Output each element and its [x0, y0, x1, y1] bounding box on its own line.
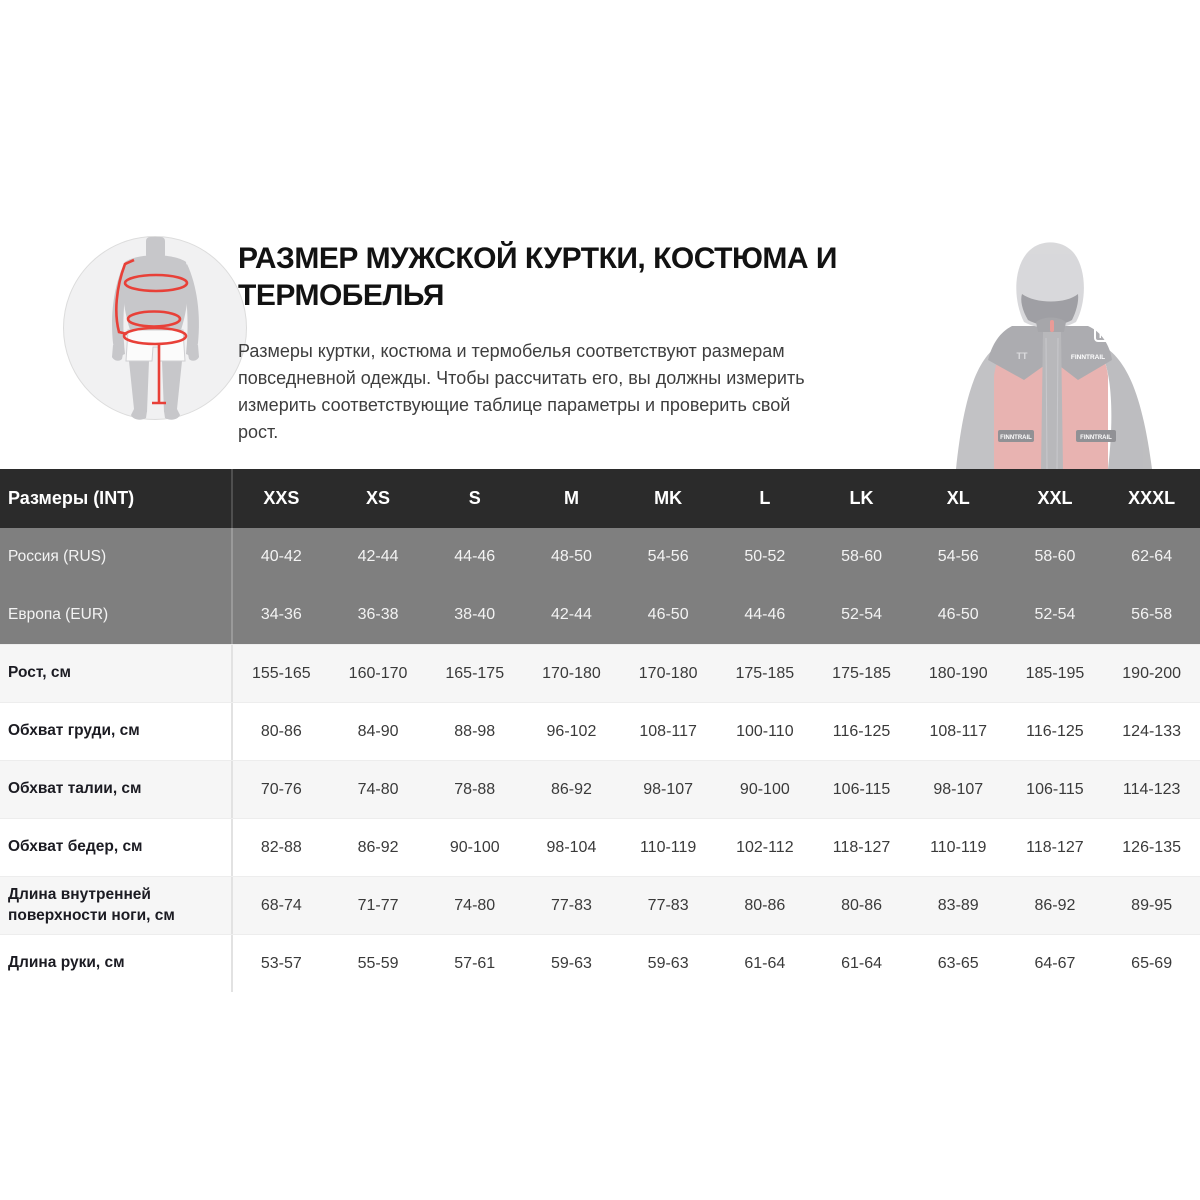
size-cell: 58-60 [841, 548, 882, 565]
size-cell: 71-77 [357, 896, 399, 914]
size-cell: 160-170 [348, 664, 408, 682]
size-cell: 50-52 [744, 548, 786, 565]
row-label: Рост, см [0, 645, 233, 702]
size-cell: 124-133 [1122, 722, 1181, 740]
size-cell: 116-125 [832, 722, 891, 740]
size-cell: 44-46 [454, 548, 496, 565]
size-cell: XXXL [1128, 488, 1176, 508]
row-label: Россия (RUS) [0, 528, 233, 586]
size-cell: 38-40 [454, 606, 496, 623]
size-cell: 59-63 [550, 954, 592, 972]
table-row [0, 818, 1200, 876]
size-cell: 155-165 [251, 664, 311, 682]
size-cell: 100-110 [736, 722, 794, 740]
row-label: Обхват груди, см [0, 703, 233, 760]
size-cell: 90-100 [739, 780, 790, 798]
size-cell: 36-38 [357, 606, 399, 623]
size-cell: 61-64 [841, 954, 882, 972]
size-cell: 46-50 [647, 606, 689, 623]
table-header-row [0, 469, 1200, 528]
size-cell: 175-185 [832, 664, 891, 682]
size-cell: 46-50 [937, 606, 979, 623]
size-cell: 74-80 [454, 896, 496, 914]
table-row [0, 760, 1200, 818]
jacket-pocket-brand-left: FINNTRAIL [1000, 435, 1032, 441]
size-cell: 78-88 [454, 780, 496, 798]
size-cell: 77-83 [647, 896, 689, 914]
table-row [0, 934, 1200, 992]
text-line: Размеры куртки, костюма и термобелья соответствуют размерам [238, 341, 785, 361]
size-cell: XS [366, 488, 391, 508]
size-cell: 40-42 [260, 548, 302, 565]
body-measurement-icon [62, 233, 248, 423]
size-cell: 56-58 [1131, 606, 1173, 623]
size-cell: 52-54 [1034, 606, 1076, 623]
size-cell: 102-112 [736, 838, 794, 856]
size-cell: 88-98 [454, 722, 496, 740]
size-cell: 165-175 [445, 664, 505, 682]
size-cell: 55-59 [357, 954, 399, 972]
size-cell: 54-56 [647, 548, 689, 565]
size-cell: 175-185 [735, 664, 795, 682]
text-line: измерить соответствующие таблице параметры и проверить свой [238, 395, 791, 415]
size-cell: 98-107 [643, 780, 694, 798]
size-cell: 42-44 [357, 548, 399, 565]
size-cell: 170-180 [542, 664, 601, 682]
size-cell: 110-119 [639, 838, 697, 856]
size-cell: 34-36 [260, 606, 302, 623]
size-cell: 84-90 [357, 722, 399, 740]
text-line: рост. [238, 422, 279, 442]
jacket-logo-letter: R [1098, 330, 1107, 341]
size-cell: 74-80 [357, 780, 399, 798]
size-cell: 80-86 [260, 722, 302, 740]
size-cell: 82-88 [260, 838, 302, 856]
size-cell: 48-50 [550, 548, 592, 565]
size-cell: XXL [1037, 488, 1073, 508]
size-cell: 86-92 [550, 780, 592, 798]
row-label: Европа (EUR) [0, 586, 233, 644]
size-cell: 106-115 [1026, 780, 1084, 798]
size-cell: 90-100 [449, 838, 500, 856]
table-row [0, 876, 1200, 934]
jacket-pocket-brand-right: FINNTRAIL [1080, 435, 1112, 441]
size-table [0, 469, 1200, 992]
size-cell: XXS [263, 488, 300, 508]
size-cell: 118-127 [832, 838, 891, 856]
size-cell: 106-115 [832, 780, 891, 798]
row-label: Обхват бедер, см [0, 819, 233, 876]
size-cell: 59-63 [647, 954, 689, 972]
row-label: Длина внутренней поверхности ноги, см [0, 877, 233, 934]
size-cell: 42-44 [550, 606, 592, 623]
size-cell: 44-46 [744, 606, 786, 623]
size-cell: 114-123 [1122, 780, 1181, 798]
size-cell: 62-64 [1131, 548, 1173, 565]
size-cell: 83-89 [937, 896, 979, 914]
size-cell: M [563, 488, 579, 508]
text-line: повседневной одежды. Чтобы рассчитать его, вы должны измерить [238, 368, 805, 388]
size-cell: L [759, 488, 771, 508]
size-cell: 61-64 [744, 954, 786, 972]
size-cell: 80-86 [841, 896, 882, 914]
size-cell: 54-56 [937, 548, 979, 565]
table-row [0, 528, 1200, 586]
size-cell: 65-69 [1131, 954, 1173, 972]
size-cell: S [468, 488, 481, 508]
size-cell: 58-60 [1034, 548, 1076, 565]
text-line: ТЕРМОБЕЛЬЯ [238, 279, 444, 312]
size-cell: 86-92 [357, 838, 399, 856]
row-label: Обхват талии, см [0, 761, 233, 818]
size-cell: 98-107 [933, 780, 984, 798]
size-cell: 64-67 [1034, 954, 1076, 972]
size-cell: 98-104 [546, 838, 597, 856]
size-cell: 190-200 [1122, 664, 1181, 682]
size-cell: 170-180 [638, 664, 698, 682]
size-cell: 110-119 [930, 838, 987, 856]
size-cell: 57-61 [454, 954, 496, 972]
size-cell: 126-135 [1122, 838, 1181, 856]
size-cell: 116-125 [1026, 722, 1084, 740]
size-cell: 86-92 [1034, 896, 1076, 914]
size-cell: MK [654, 488, 683, 508]
table-row [0, 586, 1200, 644]
size-cell: 80-86 [744, 896, 786, 914]
size-cell: 108-117 [929, 722, 987, 740]
size-cell: 185-195 [1025, 664, 1085, 682]
page-title [238, 240, 958, 314]
row-label: Длина руки, см [0, 935, 233, 992]
table-header-label: Размеры (INT) [0, 469, 233, 528]
jacket-brand-text: FINNTRAIL [1070, 354, 1106, 361]
size-cell: 77-83 [550, 896, 592, 914]
size-cell: 68-74 [260, 896, 302, 914]
size-cell: XL [946, 488, 970, 508]
size-cell: 70-76 [260, 780, 302, 798]
size-cell: 63-65 [937, 954, 979, 972]
jacket-chest-mark: TT [1016, 351, 1028, 361]
table-row [0, 702, 1200, 760]
size-cell: LK [849, 488, 874, 508]
size-cell: 118-127 [1026, 838, 1084, 856]
page-description [238, 338, 958, 446]
size-cell: 180-190 [928, 664, 988, 682]
text-line: РАЗМЕР МУЖСКОЙ КУРТКИ, КОСТЮМА И [238, 242, 837, 275]
size-cell: 96-102 [546, 722, 597, 740]
jacket-image [940, 228, 1200, 469]
size-cell: 108-117 [639, 722, 697, 740]
table-row [0, 644, 1200, 702]
size-cell: 53-57 [260, 954, 302, 972]
size-cell: 89-95 [1131, 896, 1173, 914]
size-cell: 52-54 [841, 606, 882, 623]
